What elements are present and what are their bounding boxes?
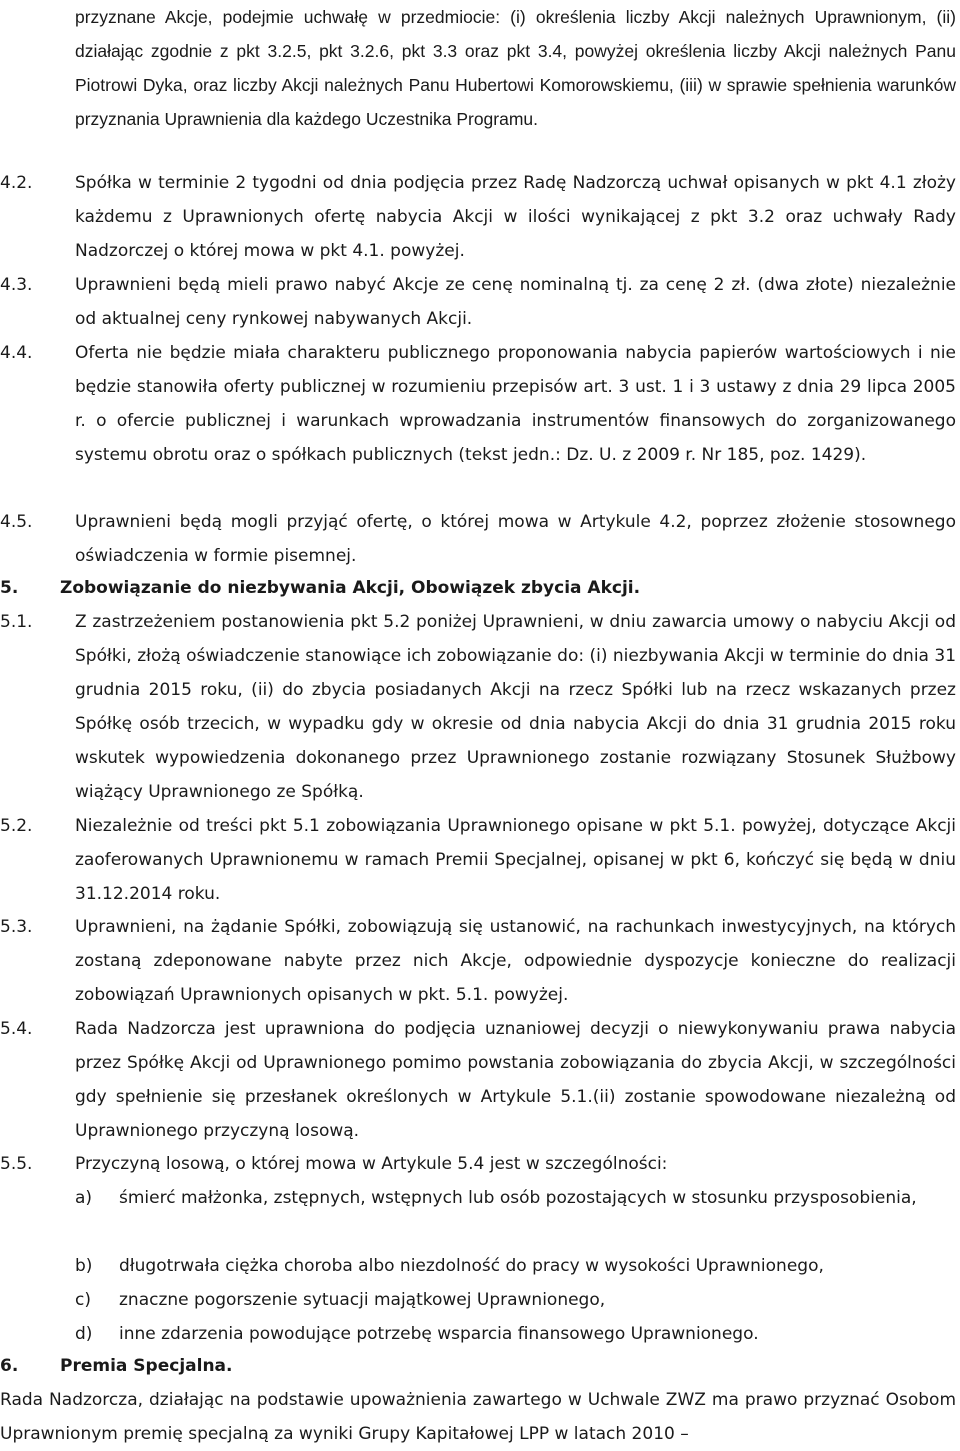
paragraph-4-3 bbox=[0, 268, 956, 336]
list-marker: a) bbox=[75, 1188, 93, 1208]
paragraph-5-5 bbox=[0, 1147, 956, 1181]
heading-text: Zobowiązanie do niezbywania Akcji, Obowiązek zbycia Akcji. bbox=[60, 578, 641, 598]
list-item-a bbox=[75, 1181, 956, 1215]
paragraph-text: Spółka w terminie 2 tygodni od dnia podjęcia przez Radę Nadzorczą uchwał opisanych w pkt 4.1 złoży każdemu z Uprawnionych ofertę nabycia Akcji w ilości wynikającej z pkt 3.2 oraz uchwały Rady Nadzorczej o której mowa w pkt 4.1. powyżej. bbox=[75, 173, 956, 261]
paragraph-number: 5.3. bbox=[0, 917, 33, 937]
heading-text: Premia Specjalna. bbox=[60, 1356, 233, 1376]
section-heading-6 bbox=[0, 1349, 956, 1383]
paragraph-number: 4.4. bbox=[0, 343, 33, 363]
paragraph-5-4 bbox=[0, 1012, 956, 1148]
heading-number: 5. bbox=[0, 578, 19, 598]
list-item-d bbox=[75, 1317, 956, 1351]
paragraph-number: 5.4. bbox=[0, 1019, 33, 1039]
paragraph-4-5 bbox=[0, 505, 956, 573]
paragraph-number: 5.2. bbox=[0, 816, 33, 836]
list-marker: d) bbox=[75, 1324, 93, 1344]
paragraph-text: przyznane Akcje, podejmie uchwałę w przedmiocie: (i) określenia liczby Akcji należnych Uprawnionym, (ii) działając zgodnie z pkt 3.2.5, pkt 3.2.6, pkt 3.3 oraz pkt 3.4, powyżej określenia liczby Akcji należnych Panu Piotrowi Dyka, oraz liczby Akcji należnych Panu Hubertowi Komorowskiemu, (iii) w sprawie spełnienia warunków przyznania Uprawnienia dla każdego Uczestnika Programu. bbox=[75, 7, 956, 129]
paragraph-6 bbox=[0, 1383, 956, 1451]
list-text: śmierć małżonka, zstępnych, wstępnych lub osób pozostających w stosunku przysposobienia, bbox=[119, 1188, 917, 1208]
paragraph-text: Uprawnieni będą mogli przyjąć ofertę, o której mowa w Artykule 4.2, poprzez złożenie stosownego oświadczenia w formie pisemnej. bbox=[75, 512, 956, 566]
paragraph-text: Oferta nie będzie miała charakteru publicznego proponowania nabycia papierów wartościowych i nie będzie stanowiła oferty publicznej w rozumieniu przepisów art. 3 ust. 1 i 3 ustawy z dnia 29 lipca 2005 r. o ofercie publicznej i warunkach wprowadzania instrumentów finansowych do zorganizowanego systemu obrotu oraz o spółkach publicznych (tekst jedn.: Dz. U. z 2009 r. Nr 185, poz. 1429). bbox=[75, 343, 956, 465]
paragraph-text: Uprawnieni będą mieli prawo nabyć Akcje ze cenę nominalną tj. za cenę 2 zł. (dwa złote) niezależnie od aktualnej ceny rynkowej nabywanych Akcji. bbox=[75, 275, 956, 329]
paragraph-text: Rada Nadzorcza, działając na podstawie upoważnienia zawartego w Uchwale ZWZ ma prawo przyznać Osobom Uprawnionym premię specjalną za wyniki Grupy Kapitałowej LPP w latach 2010 – bbox=[0, 1390, 956, 1444]
paragraph-number: 4.2. bbox=[0, 173, 33, 193]
paragraph-5-3 bbox=[0, 910, 956, 1012]
paragraph-5-2 bbox=[0, 809, 956, 911]
paragraph-text: Rada Nadzorcza jest uprawniona do podjęcia uznaniowej decyzji o niewykonywaniu prawa nabycia przez Spółkę Akcji od Uprawnionego pomimo powstania zobowiązania do zbycia Akcji, w szczególności gdy spełnienie się przesłanek określonych w Artykule 5.1.(ii) zostanie spowodowane niezależną od Uprawnionego przyczyną losową. bbox=[75, 1019, 956, 1141]
list-text: długotrwała ciężka choroba albo niezdolność do pracy w wysokości Uprawnionego, bbox=[119, 1256, 824, 1276]
paragraph-number: 4.5. bbox=[0, 512, 33, 532]
paragraph-text: Przyczyną losową, o której mowa w Artykule 5.4 jest w szczególności: bbox=[75, 1154, 668, 1174]
list-item-b bbox=[75, 1249, 956, 1283]
list-item-c bbox=[75, 1283, 956, 1317]
paragraph-text: Z zastrzeżeniem postanowienia pkt 5.2 poniżej Uprawnieni, w dniu zawarcia umowy o nabyciu Akcji od Spółki, złożą oświadczenie stanowiące ich zobowiązanie do: (i) niezbywania Akcji w terminie do dnia 31 grudnia 2015 roku, (ii) do zbycia posiadanych Akcji na rzecz Spółki lub na rzecz wskazanych przez Spółkę osób trzecich, w wypadku gdy w okresie od dnia nabycia Akcji do dnia 31 grudnia 2015 roku wskutek wypowiedzenia dokonanego przez Uprawnionego zostanie rozwiązany Stosunek Służbowy wiążący Uprawnionego ze Spółką. bbox=[75, 612, 957, 802]
list-text: inne zdarzenia powodujące potrzebę wsparcia finansowego Uprawnionego. bbox=[119, 1324, 759, 1344]
list-marker: c) bbox=[75, 1290, 91, 1310]
heading-number: 6. bbox=[0, 1356, 19, 1376]
paragraph-text: Uprawnieni, na żądanie Spółki, zobowiązują się ustanowić, na rachunkach inwestycyjnych, na których zostaną zdeponowane nabyte przez nich Akcje, odpowiednie dyspozycje konieczne do realizacji zobowiązań Uprawnionych opisanych w pkt. 5.1. powyżej. bbox=[75, 917, 956, 1005]
paragraph-5-1 bbox=[0, 605, 956, 809]
section-heading-5 bbox=[0, 571, 956, 605]
list-marker: b) bbox=[75, 1256, 93, 1276]
paragraph-text: Niezależnie od treści pkt 5.1 zobowiązania Uprawnionego opisane w pkt 5.1. powyżej, dotyczące Akcji zaoferowanych Uprawnionemu w ramach Premii Specjalnej, opisanej w pkt 6, kończyć się będą w dniu 31.12.2014 roku. bbox=[75, 816, 956, 904]
paragraph-number: 5.5. bbox=[0, 1154, 33, 1174]
paragraph-4-1-continuation bbox=[0, 0, 956, 136]
paragraph-number: 4.3. bbox=[0, 275, 33, 295]
list-text: znaczne pogorszenie sytuacji majątkowej Uprawnionego, bbox=[119, 1290, 606, 1310]
paragraph-number: 5.1. bbox=[0, 612, 33, 632]
paragraph-4-4 bbox=[0, 336, 956, 472]
paragraph-4-2 bbox=[0, 166, 956, 268]
